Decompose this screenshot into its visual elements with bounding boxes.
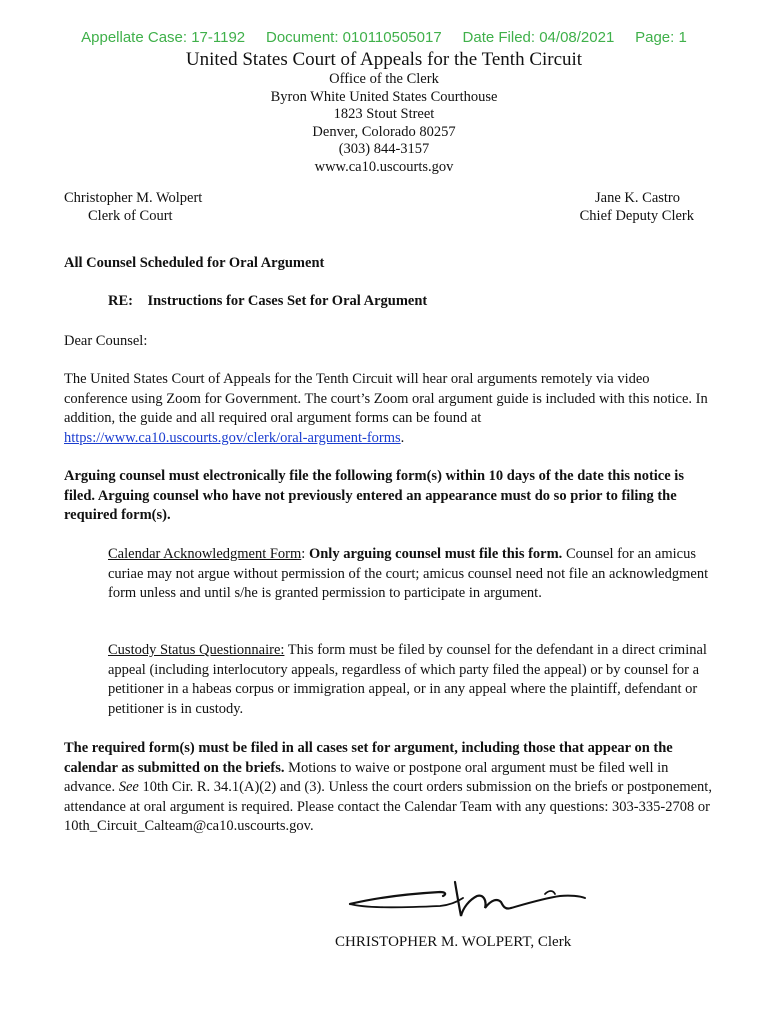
letterhead-phone: (303) 844-3157 bbox=[338, 141, 430, 157]
calendar-form-colon: : bbox=[301, 546, 306, 562]
requirements-text1: Motions to waive or postpone oral argument must be filed well in advance. bbox=[64, 759, 669, 795]
addressee: All Counsel Scheduled for Oral Argument bbox=[64, 255, 325, 271]
intro-text: The United States Court of Appeals for the Tenth Circuit will hear oral arguments remotely via video conference using Zoom for Government. The court’s Zoom oral argument guide is included with this notice. In addition, the guide and all required oral argument forms can be found at bbox=[64, 371, 708, 426]
court-name: United States Court of Appeals for the Tenth Circuit bbox=[185, 49, 583, 70]
salutation: Dear Counsel: bbox=[64, 333, 148, 349]
requirements-paragraph bbox=[64, 739, 712, 837]
clerk-name: Christopher M. Wolpert bbox=[64, 190, 203, 206]
letterhead-street: 1823 Stout Street bbox=[333, 106, 435, 122]
custody-paragraph bbox=[108, 641, 712, 719]
calendar-form-paragraph bbox=[108, 545, 710, 604]
calendar-form-bold: Only arguing counsel must file this form. bbox=[305, 546, 563, 562]
letterhead-building: Byron White United States Courthouse bbox=[270, 89, 498, 105]
letterhead-website: www.ca10.uscourts.gov bbox=[314, 159, 454, 175]
letterhead-office: Office of the Clerk bbox=[329, 71, 439, 87]
custody-form-title: Custody Status Questionnaire: bbox=[108, 642, 285, 658]
clerk-signature-name: CHRISTOPHER M. WOLPERT, Clerk bbox=[335, 934, 572, 950]
clerk-title: Clerk of Court bbox=[88, 208, 173, 224]
filing-instructions: Arguing counsel must electronically file the following form(s) within 10 days of the date this notice is filed. Arguing counsel who have not previously entered an appearance must do so prior to filing the required form(s). bbox=[64, 468, 684, 523]
requirements-see: See bbox=[118, 779, 139, 795]
requirements-bold: The required form(s) must be filed in all cases set for argument, including those that appear on the calendar as submitted on the briefs. bbox=[64, 740, 673, 776]
letterhead-city: Denver, Colorado 80257 bbox=[312, 124, 456, 140]
calendar-form-title: Calendar Acknowledgment Form bbox=[108, 546, 302, 562]
handwritten-signature bbox=[345, 872, 595, 932]
deputy-name: Jane K. Castro bbox=[595, 190, 680, 206]
custody-form-text: This form must be filed by counsel for the defendant in a direct criminal appeal (including interlocutory appeals, regardless of which party filed the appeal) or by counsel for a petitioner in a habeas corpus or immigration appeal, or in any appeal where the plaintiff, defendant or petitioner is in custody. bbox=[108, 642, 707, 717]
re-line: RE: Instructions for Cases Set for Oral Argument bbox=[108, 293, 428, 309]
forms-link[interactable]: https://www.ca10.uscourts.gov/clerk/oral-argument-forms bbox=[64, 429, 401, 446]
deputy-title: Chief Deputy Clerk bbox=[579, 208, 694, 224]
filing-stamp: Appellate Case: 17-1192 Document: 010110505017 Date Filed: 04/08/2021 Page: 1 bbox=[81, 29, 687, 46]
calendar-form-text: Counsel for an amicus curiae may not argue without permission of the court; amicus counsel need not file an acknowledgment form unless and until s/he is granted permission to participate in argument. bbox=[108, 546, 709, 601]
requirements-text2: 10th Cir. R. 34.1(A)(2) and (3). Unless the court orders submission on the briefs or postponement, attendance at oral argument is required. Please contact the Calendar Team with any questions: 303-335-2708 or 10th_Circuit_Calteam@ca10.uscourts.gov. bbox=[64, 779, 712, 834]
intro-end: . bbox=[400, 429, 405, 446]
intro-paragraph bbox=[64, 370, 710, 448]
